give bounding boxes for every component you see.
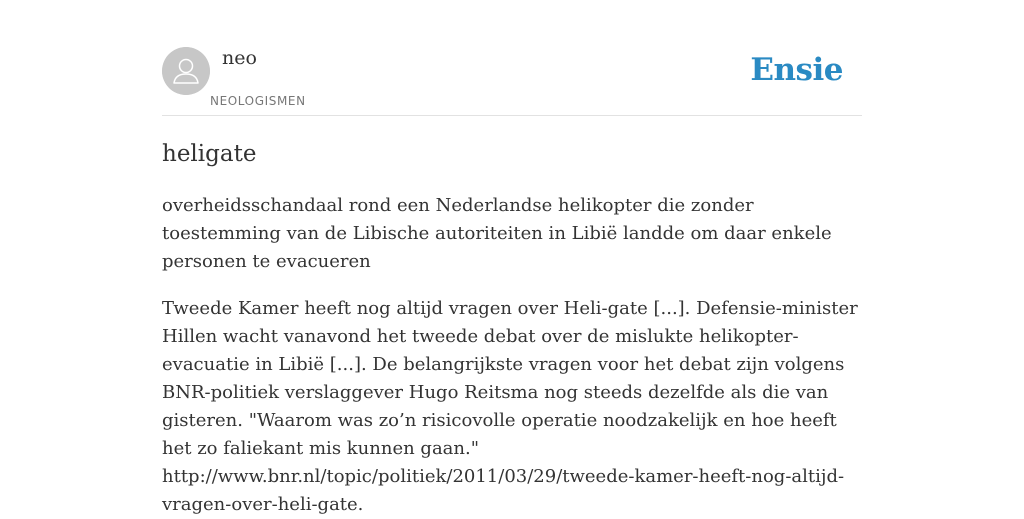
entry-card — [162, 0, 862, 515]
example-source-url: http://www.bnr.nl/topic/politiek/2011/03/29/tweede-kamer-heeft-nog-altijd-vragen-over-heli-gate. — [162, 466, 845, 515]
ensie-logo[interactable]: Ensie — [750, 52, 843, 88]
user-silhouette-icon[interactable] — [162, 47, 210, 95]
entry-header — [162, 0, 862, 116]
entry-definition: overheidsschandaal rond een Nederlandse helikopter die zonder toestemming van de Libische autoriteiten in Libië landde om daar enkele personen te evacueren — [162, 195, 832, 272]
entry-example — [162, 295, 862, 519]
example-text: Tweede Kamer heeft nog altijd vragen over Heli-gate [...]. Defensie-minister Hillen wacht vanavond het tweede debat over de mislukte helikopter-evacuatie in Libië [...]. De belangrijkste vragen voor het debat zijn volgens BNR-politiek verslaggever Hugo Reitsma nog steeds dezelfde als die van gisteren. "Waarom was zo’n risicovolle operatie noodzakelijk en hoe heeft het zo faliekant mis kunnen gaan." — [162, 298, 858, 459]
author-username[interactable]: neo — [222, 47, 257, 69]
entry-term: heligate — [162, 141, 257, 167]
dictionary-name[interactable]: NEOLOGISMEN — [210, 94, 306, 108]
